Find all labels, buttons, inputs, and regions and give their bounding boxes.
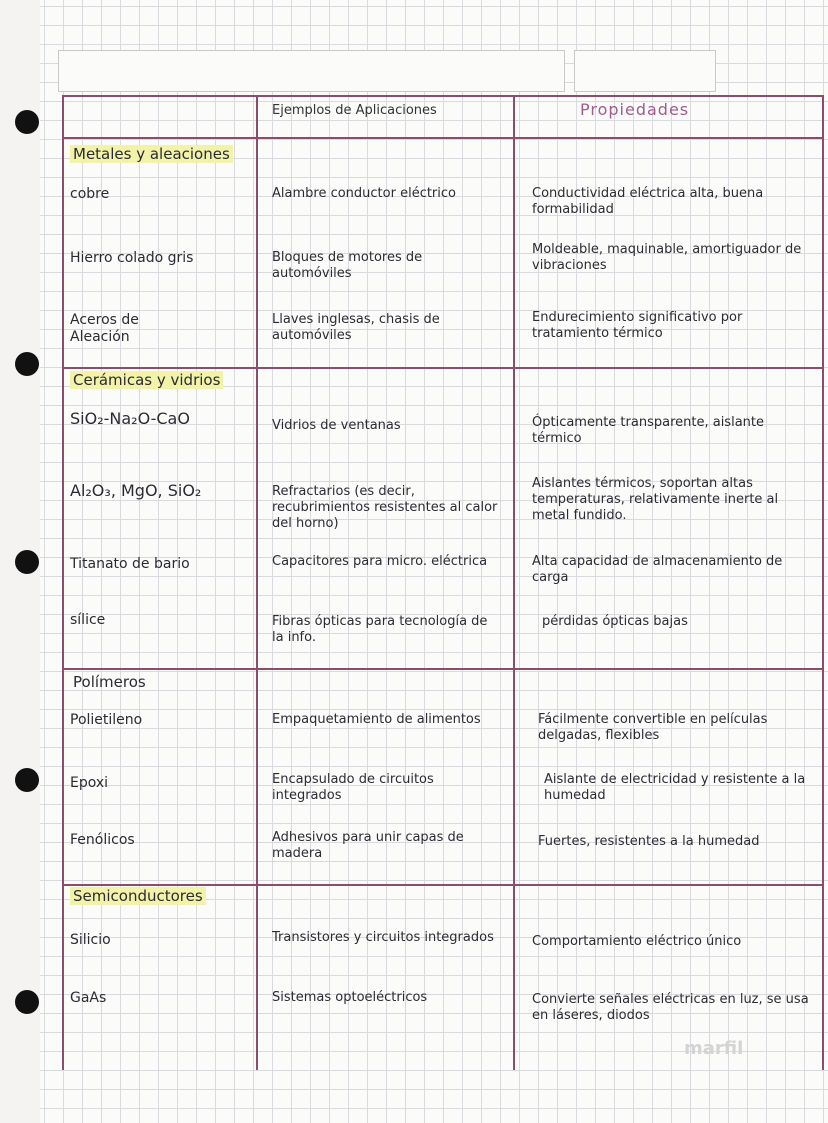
punch-hole — [15, 110, 39, 134]
material: Al₂O₃, MgO, SiO₂ — [70, 481, 202, 500]
header-box-right — [574, 50, 716, 92]
property: Comportamiento eléctrico único — [532, 934, 742, 949]
example: Vidrios de ventanas — [272, 418, 401, 433]
example: Adhesivos para unir capas de madera — [272, 830, 464, 861]
property: Alta capacidad de almacenamiento de carga — [532, 554, 783, 585]
example: Refractarios (es decir, recubrimientos resistentes al calor del horno) — [272, 484, 498, 531]
example: Fibras ópticas para tecnología de la info. — [272, 614, 488, 645]
property: pérdidas ópticas bajas — [542, 614, 688, 629]
example: Llaves inglesas, chasis de automóviles — [272, 312, 440, 343]
property: Moldeable, maquinable, amortiguador de vibraciones — [532, 242, 802, 273]
row-divider — [62, 95, 824, 97]
row-divider — [62, 884, 824, 886]
material: cobre — [70, 186, 110, 202]
property: Aislante de electricidad y resistente a la humedad — [544, 772, 806, 803]
column-header-properties: Propiedades — [580, 100, 690, 119]
example: Empaquetamiento de alimentos — [272, 712, 481, 727]
table-border — [62, 95, 64, 1070]
example: Alambre conductor eléctrico — [272, 186, 456, 201]
punch-hole — [15, 352, 39, 376]
row-divider — [62, 137, 824, 139]
example: Sistemas optoeléctricos — [272, 990, 428, 1005]
property: Fuertes, resistentes a la humedad — [538, 834, 760, 849]
punch-hole — [15, 990, 39, 1014]
material: Polietileno — [70, 712, 143, 728]
section-title: Cerámicas y vidrios — [70, 371, 223, 389]
example: Transistores y circuitos integrados — [272, 930, 494, 945]
property: Fácilmente convertible en películas delgadas, flexibles — [538, 712, 768, 743]
property: Ópticamente transparente, aislante térmico — [532, 415, 764, 446]
section-title: Semiconductores — [70, 887, 206, 905]
material: Silicio — [70, 932, 111, 948]
punch-hole — [15, 768, 39, 792]
column-divider — [513, 95, 515, 1070]
header-box-left — [58, 50, 565, 92]
column-divider — [256, 95, 258, 1070]
example: Encapsulado de circuitos integrados — [272, 772, 434, 803]
row-divider — [62, 668, 824, 670]
material: Fenólicos — [70, 832, 135, 848]
example: Capacitores para micro. eléctrica — [272, 554, 488, 569]
material: Hierro colado gris — [70, 250, 194, 266]
section-title: Polímeros — [73, 673, 146, 691]
watermark: marfil — [684, 1038, 744, 1059]
property: Endurecimiento significativo por tratamiento térmico — [532, 310, 743, 341]
material: Epoxi — [70, 775, 109, 791]
table-border — [822, 95, 824, 1070]
example: Bloques de motores de automóviles — [272, 250, 423, 281]
material: GaAs — [70, 990, 107, 1006]
row-divider — [62, 367, 824, 369]
section-title: Metales y aleaciones — [70, 145, 233, 163]
column-header-examples: Ejemplos de Aplicaciones — [272, 103, 437, 118]
punch-hole — [15, 550, 39, 574]
material: sílice — [70, 612, 106, 628]
property: Aislantes térmicos, soportan altas temperaturas, relativamente inerte al metal fundido. — [532, 476, 779, 523]
property: Convierte señales eléctricas en luz, se usa en láseres, diodos — [532, 992, 809, 1023]
material: Titanato de bario — [70, 556, 190, 572]
property: Conductividad eléctrica alta, buena formabilidad — [532, 186, 764, 217]
material: Aceros de Aleación — [70, 312, 139, 345]
material: SiO₂-Na₂O-CaO — [70, 409, 190, 428]
